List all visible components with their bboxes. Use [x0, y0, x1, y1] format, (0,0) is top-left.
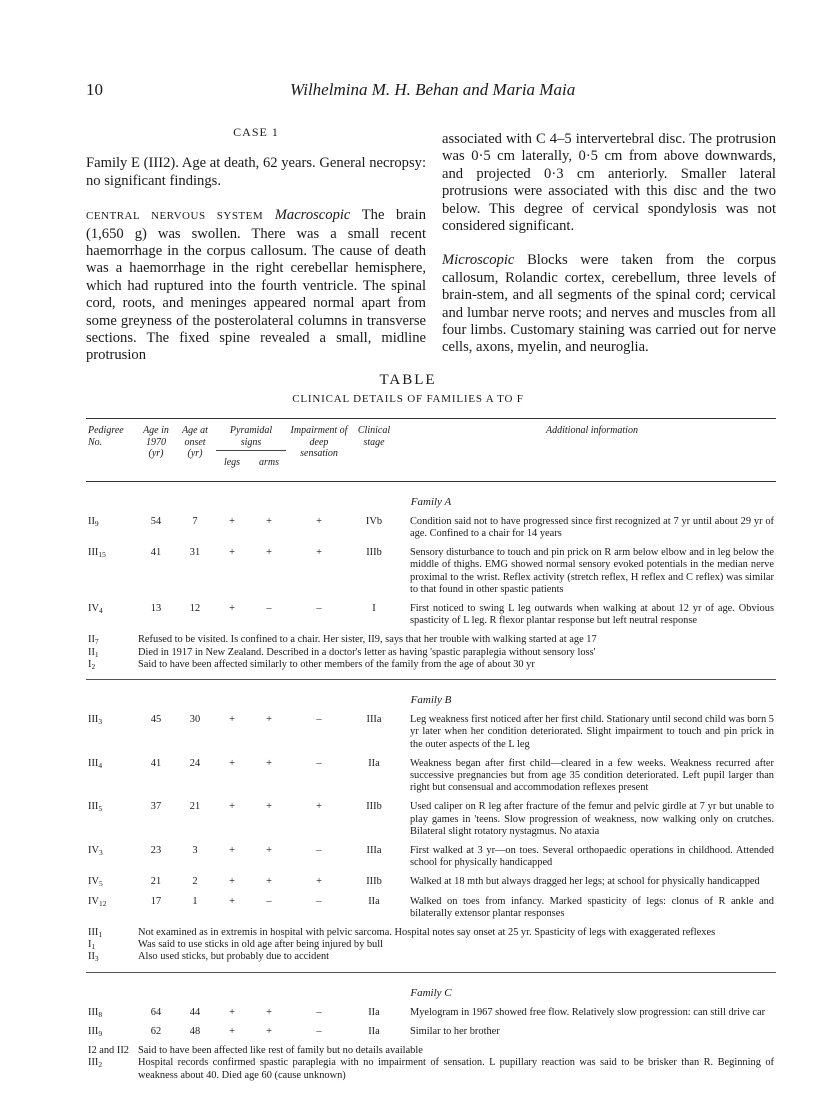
macroscopic-label: Macroscopic [274, 207, 351, 224]
pedigree-subscript: 9 [98, 1029, 103, 1038]
note-row [86, 939, 776, 951]
legs-cell: + [229, 602, 235, 614]
header-pyramidal: Pyramidal signs [216, 425, 286, 451]
note-row [86, 659, 776, 671]
spacer-cell [398, 603, 408, 627]
header-arms: arms [258, 457, 279, 468]
arms-cell: + [266, 547, 272, 559]
sensation-cell: – [316, 714, 322, 726]
note-text: Not examined as in extremis in hospital with pelvic sarcoma. Hospital notes say onset at 25 yr. Spasticity of legs with exaggerated reflexes [138, 926, 716, 938]
spacer-cell [398, 801, 408, 838]
pedigree-subscript: 7 [94, 637, 99, 647]
arms-cell: + [266, 714, 272, 726]
pedigree-subscript: 1 [98, 929, 103, 939]
microscopic-label: Microscopic [442, 252, 515, 269]
spacer-cell [398, 714, 408, 751]
sensation-cell: + [316, 547, 322, 559]
pedigree-cell [86, 951, 136, 963]
pedigree-cell [86, 845, 136, 869]
pedigree-subscript: 2 [91, 661, 96, 671]
spacer-cell [398, 758, 408, 795]
arms-cell: + [266, 757, 272, 769]
age-onset-cell: 2 [192, 876, 198, 888]
age-1970-cell: 41 [150, 757, 162, 769]
pedigree-cell [86, 1057, 136, 1081]
sensation-cell: – [316, 844, 322, 856]
age-onset-cell: 21 [189, 801, 201, 813]
table-subtitle: CLINICAL DETAILS OF FAMILIES A TO F [292, 393, 524, 405]
pedigree-id: IV [88, 602, 99, 614]
age-onset-cell: 30 [189, 714, 201, 726]
age-1970-cell: 23 [150, 844, 162, 856]
pedigree-id: III [88, 1006, 99, 1018]
table-row [86, 1007, 776, 1019]
table-body [86, 481, 776, 1082]
header-legs: legs [223, 457, 241, 468]
cns-label: CENTRAL NERVOUS SYSTEM [86, 210, 264, 223]
legs-cell: + [229, 547, 235, 559]
note-row [86, 927, 776, 939]
age-onset-cell: 24 [189, 757, 201, 769]
note-text: Died in 1917 in New Zealand. Described in a doctor's letter as having 'spastic paraplegia without sensory loss' [138, 646, 596, 658]
table-title: TABLE [379, 372, 437, 388]
pedigree-subscript: 1 [94, 649, 99, 659]
note-row [86, 1045, 776, 1057]
right-column-text: associated with C 4–5 intervertebral disc. The protrusion was 0·5 cm laterally, 0·5 cm from above downwards, and projected 0·3 cm anteriorly. Smaller lateral protrusions were associated with this disc and the two below. This degree of cervical spondylosis was not considered significant. [442, 131, 776, 235]
legs-cell: + [229, 1026, 235, 1037]
header-age-onset: Age at onset (yr) [182, 425, 208, 459]
info-cell: Condition said not to have progressed since first recognized at 7 yr until about 29 yr of age. Confined to a chair for 14 years [410, 515, 774, 539]
age-1970-cell: 64 [150, 1006, 162, 1018]
row-gap [86, 1038, 776, 1045]
clinical-table [86, 418, 776, 1082]
header-age-1970: Age in 1970 (yr) [143, 425, 169, 459]
pedigree-subscript: 1 [91, 942, 96, 952]
row-gap [86, 751, 776, 758]
page-number: 10 [86, 80, 103, 99]
spacer-cell [398, 547, 408, 596]
note-text: Also used sticks, but probably due to accident [138, 951, 330, 963]
stage-cell: IIIb [366, 801, 382, 813]
age-onset-cell: 1 [192, 895, 198, 907]
pedigree-cell [86, 1007, 136, 1019]
info-cell: Walked at 18 mth but always dragged her legs; at school for physically handicapped [410, 876, 760, 888]
pedigree-subscript: 4 [98, 605, 103, 615]
legs-cell: + [229, 1006, 235, 1018]
age-1970-cell: 21 [150, 876, 162, 888]
note-text: Said to have been affected similarly to other members of the family from the age of about 30 yr [138, 658, 535, 670]
header-stage: Clinical stage [357, 425, 391, 448]
row-gap [86, 596, 776, 603]
info-cell: Walked on toes from infancy. Marked spasticity of legs: clonus of R ankle and bilaterally extensor plantar responses [410, 895, 774, 919]
pedigree-cell [86, 516, 136, 540]
pedigree-id: III [88, 1026, 99, 1037]
note-text: Hospital records confirmed spastic paraplegia with no impairment of sensation. L pupillary reaction was said to be brisker than R. Beginning of weakness about 40. Died age 60 (cause unknown) [138, 1057, 774, 1081]
pedigree-id: I [88, 939, 92, 951]
pedigree-cell [86, 659, 136, 671]
pedigree-cell [86, 714, 136, 751]
row-gap [86, 794, 776, 801]
table-row [86, 714, 776, 751]
stage-cell: IIIb [366, 547, 382, 559]
age-onset-cell: 3 [192, 844, 198, 856]
info-cell: Sensory disturbance to touch and pin prick on R arm below elbow and in leg below the middle of thighs. EMG showed normal sensory evoked potentials in the median nerve proximal to the wrist. Reflex activity (stretch reflex, H reflex and C reflex) was similar to that found in other spastic patients [410, 547, 774, 595]
pedigree-cell [86, 547, 136, 596]
pedigree-subscript: 3 [94, 954, 99, 964]
row-gap [86, 1019, 776, 1026]
stage-cell: I [372, 602, 376, 614]
age-1970-cell: 13 [150, 602, 162, 614]
info-cell: First walked at 3 yr—on toes. Several orthopaedic operations in childhood. Attended school for physically handicapped [410, 844, 774, 869]
note-row [86, 634, 776, 646]
pedigree-cell [86, 758, 136, 795]
pedigree-subscript: 15 [98, 550, 106, 560]
spacer-cell [398, 896, 408, 920]
stage-cell: IIIa [366, 714, 382, 726]
age-onset-cell: 12 [189, 602, 201, 614]
left-column [86, 78, 426, 365]
family-name: Family C [410, 986, 452, 999]
pedigree-cell [86, 896, 136, 920]
family-heading-row [86, 972, 776, 1007]
microscopic-paragraph [442, 252, 776, 356]
arms-cell: – [266, 602, 272, 614]
spacer-cell [398, 1026, 408, 1038]
info-cell: Used caliper on R leg after fracture of the femur and pelvic girdle at 7 yr but unable to play games in 'teens. Slow progression of weakness, now walking only on crutches. Bilateral slight rotatory nystagmus. No ataxia [410, 801, 774, 837]
age-1970-cell: 62 [150, 1026, 162, 1037]
age-onset-cell: 48 [189, 1026, 201, 1037]
table-row [86, 845, 776, 869]
info-cell: First noticed to swing L leg outwards when walking at about 12 yr of age. Obvious spasticity of L leg. R flexor plantar response but left neutral response [410, 602, 774, 627]
row-gap [86, 540, 776, 547]
table-row [86, 758, 776, 795]
family-name: Family A [410, 495, 452, 508]
row-gap [86, 627, 776, 634]
stage-cell: IIa [368, 757, 380, 769]
age-onset-cell: 44 [189, 1006, 201, 1018]
spacer-cell [398, 1007, 408, 1019]
case-heading: CASE 1 [233, 125, 279, 139]
pedigree-subscript: 5 [98, 879, 103, 889]
legs-cell: + [229, 757, 235, 769]
family-heading-row [86, 481, 776, 516]
family-heading-row [86, 679, 776, 714]
sensation-cell: + [316, 876, 322, 888]
arms-cell: – [266, 895, 272, 907]
pedigree-subscript: 3 [98, 847, 103, 857]
pedigree-cell [86, 801, 136, 838]
age-1970-cell: 37 [150, 801, 162, 813]
info-cell: Leg weakness first noticed after her first child. Stationary until second child was born 5 yr later when her condition deteriorated. Slight impairment to touch and pin prick in the outer aspects of the L leg [410, 714, 774, 750]
sensation-cell: + [316, 801, 322, 813]
note-row [86, 647, 776, 659]
pedigree-subscript: 9 [94, 518, 99, 528]
arms-cell: + [266, 844, 272, 856]
pedigree-subscript: 4 [98, 760, 103, 770]
pedigree-id: II [88, 951, 95, 963]
age-1970-cell: 41 [150, 547, 162, 559]
family-separator [86, 671, 776, 680]
pedigree-cell [86, 1026, 136, 1038]
row-gap [86, 869, 776, 876]
row-gap [86, 889, 776, 896]
age-onset-cell: 7 [192, 515, 198, 527]
note-text: Was said to use sticks in old age after being injured by bull [138, 939, 384, 951]
pedigree-id: II [88, 515, 95, 527]
legs-cell: + [229, 876, 235, 888]
pedigree-subscript: 3 [98, 717, 103, 727]
family-separator [86, 964, 776, 973]
pedigree-id: III [88, 1057, 99, 1069]
pedigree-id: IV [88, 895, 99, 907]
macroscopic-text: The brain (1,650 g) was swollen. There was a small recent haemorrhage in the corpus callosum. The cause of death was a haemorrhage in the right cerebellar hemisphere, which had ruptured into the fourth ventricle. The spinal cord, roots, and meninges appeared normal apart from some greyness of the posterolateral columns in transverse sections. The fixed spine revealed a small, midline protrusion [86, 207, 426, 364]
stage-cell: IVb [365, 515, 383, 527]
arms-cell: + [266, 876, 272, 888]
table-row [86, 547, 776, 596]
stage-cell: IIIa [366, 844, 382, 856]
table-row [86, 876, 776, 888]
pedigree-subscript: 8 [98, 1009, 103, 1019]
note-text: Refused to be visited. Is confined to a chair. Her sister, II9, says that her trouble with walking started at age 17 [138, 634, 597, 646]
row-gap [86, 838, 776, 845]
pedigree-cell [86, 939, 136, 951]
pedigree-cell [86, 927, 136, 939]
table-row [86, 516, 776, 540]
sensation-cell: + [316, 515, 322, 527]
spacer-cell [398, 876, 408, 888]
info-cell: Similar to her brother [410, 1026, 500, 1037]
info-cell: Myelogram in 1967 showed free flow. Relatively slow progression: can still drive car [410, 1006, 766, 1018]
pedigree-id: III [88, 714, 99, 726]
pedigree-id: IV [88, 844, 99, 856]
running-title: Wilhelmina M. H. Behan and Maria Maia [290, 80, 576, 99]
age-1970-cell: 45 [150, 714, 162, 726]
pedigree-id: III [88, 801, 99, 813]
legs-cell: + [229, 515, 235, 527]
pedigree-id: III [88, 547, 99, 559]
legs-cell: + [229, 844, 235, 856]
pedigree-id: III [88, 757, 99, 769]
age-onset-cell: 31 [189, 547, 201, 559]
arms-cell: + [266, 801, 272, 813]
stage-cell: IIa [368, 1006, 380, 1018]
spacer-cell [398, 516, 408, 540]
age-1970-cell: 54 [150, 515, 162, 527]
table-row [86, 801, 776, 838]
pedigree-id: II [88, 634, 95, 646]
spacer-cell [398, 845, 408, 869]
table-row [86, 896, 776, 920]
sensation-cell: – [316, 1026, 322, 1037]
legs-cell: + [229, 801, 235, 813]
arms-cell: + [266, 1006, 272, 1018]
note-row [86, 951, 776, 963]
stage-cell: IIa [368, 895, 380, 907]
table-row [86, 603, 776, 627]
pedigree-subscript: 12 [98, 898, 107, 908]
pedigree-id: IV [88, 876, 99, 888]
pedigree-subscript: 2 [98, 1060, 103, 1070]
age-1970-cell: 17 [150, 895, 162, 907]
header-pedigree: Pedigree No. [88, 425, 124, 448]
table-row [86, 1026, 776, 1038]
stage-cell: IIIb [366, 876, 382, 888]
note-text: Said to have been affected like rest of family but no details available [138, 1045, 423, 1057]
microscopic-text: Blocks were taken from the corpus callosum, Rolandic cortex, cerebellum, three levels of brain-stem, and all segments of the spinal cord; cervical and lumbar nerve roots; and nerves and muscles from all four limbs. Customary staining was carried out for nerve cells, axons, myelin, and neuroglia. [442, 252, 776, 356]
info-cell: Weakness began after first child—cleared in a few weeks. Weakness recurred after successive pregnancies but from age 35 condition deteriorated. Left pupil larger than right but consensual and accommodation reflexes present [410, 757, 774, 794]
header-info: Additional information [546, 425, 638, 436]
pedigree-id: I [88, 658, 92, 670]
pedigree-id: I2 and II2 [88, 1045, 129, 1057]
sensation-cell: – [316, 757, 322, 769]
sensation-cell: – [316, 895, 322, 907]
pedigree-cell [86, 603, 136, 627]
row-gap [86, 920, 776, 927]
pedigree-id: II [88, 646, 95, 658]
pedigree-cell [86, 1045, 136, 1057]
pedigree-cell [86, 876, 136, 888]
family-name: Family B [410, 693, 452, 706]
stage-cell: IIa [368, 1026, 380, 1037]
sensation-cell: – [316, 1006, 322, 1018]
cns-paragraph [86, 207, 426, 365]
legs-cell: + [229, 895, 235, 907]
right-column [442, 131, 776, 357]
arms-cell: + [266, 515, 272, 527]
pedigree-cell [86, 634, 136, 646]
sensation-cell: – [316, 602, 322, 614]
pedigree-subscript: 5 [98, 804, 103, 814]
case-summary: Family E (III2). Age at death, 62 years. General necropsy: no significant findings. [86, 155, 426, 189]
legs-cell: + [229, 714, 235, 726]
arms-cell: + [266, 1026, 272, 1037]
pedigree-id: III [88, 926, 99, 938]
note-row [86, 1057, 776, 1081]
pedigree-cell [86, 647, 136, 659]
header-sensation: Impairment of deep sensation [290, 425, 348, 459]
